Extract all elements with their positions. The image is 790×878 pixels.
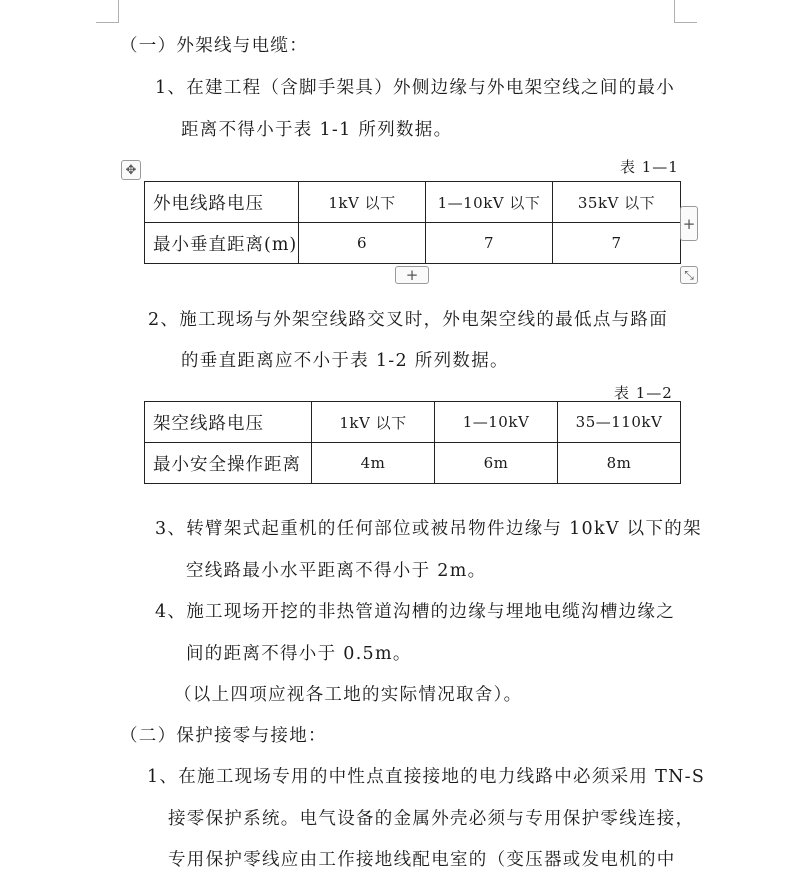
table-resize-handle[interactable]	[680, 266, 698, 284]
table2	[144, 401, 681, 484]
margin-corner-left	[96, 0, 119, 23]
item2-line2: 的垂直距离应不小于表 1-2 所列数据。	[181, 351, 509, 371]
table-cell[interactable]: 架空线路电压	[145, 402, 312, 443]
table-cell[interactable]: 8m	[558, 443, 681, 484]
table-cell[interactable]: 6	[299, 223, 426, 264]
table1	[144, 181, 681, 264]
s2-item1-line3: 专用保护零线应由工作接地线配电室的（变压器或发电机的中	[168, 850, 676, 870]
move-icon: ✥	[125, 162, 137, 178]
table-row	[145, 182, 681, 223]
table-cell[interactable]: 35kV 以下	[553, 182, 681, 223]
item2-line1: 2、施工现场与外架空线路交叉时，外电架空线的最低点与路面	[148, 310, 669, 330]
table-cell[interactable]: 外电线路电压	[145, 182, 299, 223]
table-move-handle[interactable]	[121, 160, 141, 180]
table-cell[interactable]: 7	[426, 223, 553, 264]
table-row	[145, 402, 681, 443]
table-cell[interactable]: 1kV 以下	[312, 402, 435, 443]
table-cell[interactable]: 1—10kV	[435, 402, 558, 443]
resize-icon: ⤡	[684, 267, 694, 282]
item1-line2: 距离不得小于表 1-1 所列数据。	[181, 120, 453, 140]
item1-line1: 1、在建工程（含脚手架具）外侧边缘与外电架空线之间的最小	[155, 78, 676, 98]
item3-line1: 3、转臂架式起重机的任何部位或被吊物件边缘与 10kV 以下的架	[155, 519, 702, 539]
plus-icon: +	[405, 266, 419, 284]
table1-caption: 表 1—1	[620, 158, 679, 176]
item4-line1: 4、施工现场开挖的非热管道沟槽的边缘与埋地电缆沟槽边缘之	[155, 602, 676, 622]
s2-item1-line1: 1、在施工现场专用的中性点直接接地的电力线路中必须采用 TN-S	[147, 767, 706, 787]
s2-item1-line2: 接零保护系统。电气设备的金属外壳必须与专用保护零线连接，	[168, 809, 695, 829]
plus-icon: +	[682, 214, 696, 233]
table-cell[interactable]: 最小安全操作距离	[145, 443, 312, 484]
table-cell[interactable]: 35—110kV	[558, 402, 681, 443]
add-column-button[interactable]	[680, 206, 698, 241]
item3-line2: 空线路最小水平距离不得小于 2m。	[186, 561, 487, 581]
table-cell[interactable]: 7	[553, 223, 681, 264]
table-cell[interactable]: 最小垂直距离(m)	[145, 223, 299, 264]
table-cell[interactable]: 1—10kV 以下	[426, 182, 553, 223]
note: （以上四项应视各工地的实际情况取舍）。	[174, 685, 523, 705]
table2-caption: 表 1—2	[614, 384, 673, 402]
add-row-button[interactable]	[395, 266, 429, 284]
section-heading-1: （一）外架线与电缆：	[120, 36, 308, 56]
section-heading-2: （二）保护接零与接地：	[120, 726, 327, 746]
table-cell[interactable]: 1kV 以下	[299, 182, 426, 223]
table-row	[145, 223, 681, 264]
item4-line2: 间的距离不得小于 0.5m。	[186, 644, 412, 664]
table-cell[interactable]: 6m	[435, 443, 558, 484]
table-cell[interactable]: 4m	[312, 443, 435, 484]
table-row	[145, 443, 681, 484]
margin-corner-right	[674, 0, 697, 23]
